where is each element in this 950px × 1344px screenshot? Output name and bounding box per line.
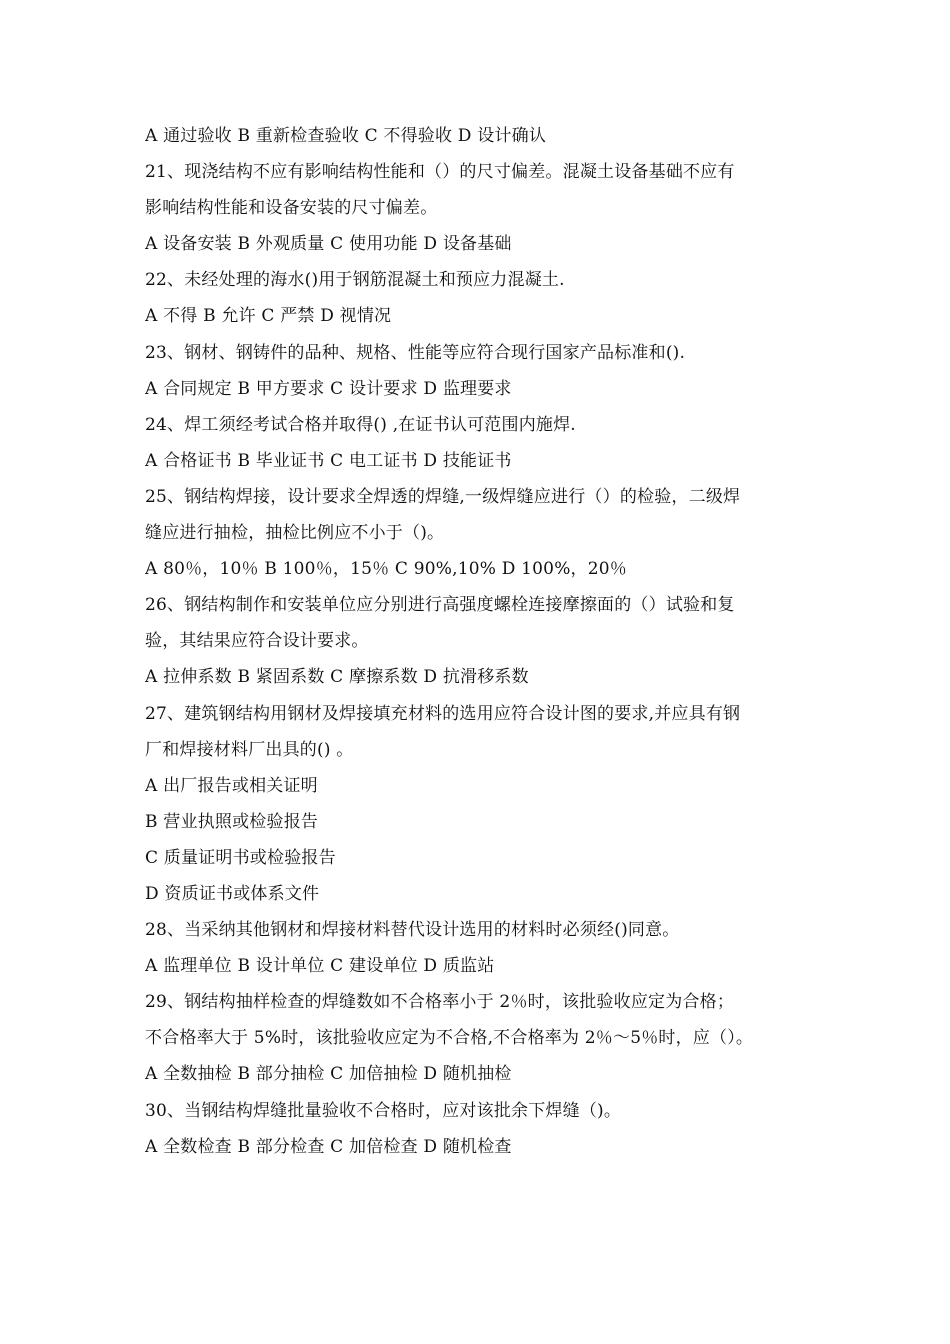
question-25-options: A 80％，10％ B 100％，15％ C 90%,10% D 100%，20％	[145, 559, 627, 580]
question-24-options: A 合格证书 B 毕业证书 C 电工证书 D 技能证书	[145, 450, 512, 471]
question-29-options: A 全数抽检 B 部分抽检 C 加倍抽检 D 随机抽检	[145, 1064, 512, 1085]
question-26-continued: 验，其结果应符合设计要求。	[145, 631, 369, 652]
question-23: 23、钢材、钢铸件的品种、规格、性能等应符合现行国家产品标准和().	[145, 342, 686, 363]
question-26: 26、钢结构制作和安装单位应分别进行高强度螺栓连接摩擦面的（）试验和复	[145, 595, 735, 616]
question-23-options: A 合同规定 B 甲方要求 C 设计要求 D 监理要求	[145, 378, 512, 399]
question-27-continued: 厂和焊接材料厂出具的() 。	[145, 739, 354, 760]
question-29-continued: 不合格率大于 5%时，该批验收应定为不合格,不合格率为 2％～5％时，应（）。	[145, 1028, 754, 1049]
question-27-option-c: C 质量证明书或检验报告	[145, 847, 336, 868]
question-30: 30、当钢结构焊缝批量验收不合格时，应对该批余下焊缝（)。	[145, 1100, 622, 1121]
question-27-option-b: B 营业执照或检验报告	[145, 811, 319, 832]
question-29: 29、钢结构抽样检查的焊缝数如不合格率小于 2％时，该批验收应定为合格；	[145, 992, 735, 1013]
question-25-continued: 缝应进行抽检，抽检比例应不小于（)。	[145, 523, 445, 544]
question-30-options: A 全数检查 B 部分检查 C 加倍检查 D 随机检查	[145, 1136, 512, 1157]
question-28: 28、当采纳其他钢材和焊接材料替代设计选用的材料时必须经()同意。	[145, 920, 680, 941]
question-26-options: A 拉伸系数 B 紧固系数 C 摩擦系数 D 抗滑移系数	[145, 667, 529, 688]
question-21-options: A 设备安装 B 外观质量 C 使用功能 D 设备基础	[145, 234, 512, 255]
question-27-option-d: D 资质证书或体系文件	[145, 883, 320, 904]
question-24: 24、焊工须经考试合格并取得() ,在证书认可范围内施焊.	[145, 414, 576, 435]
answer-options-line: A 通过验收 B 重新检查验收 C 不得验收 D 设计确认	[145, 126, 547, 146]
question-21: 21、现浇结构不应有影响结构性能和（）的尺寸偏差。混凝土设备基础不应有	[145, 162, 735, 183]
question-21-continued: 影响结构性能和设备安装的尺寸偏差。	[145, 198, 438, 219]
question-25: 25、钢结构焊接，设计要求全焊透的焊缝,一级焊缝应进行（）的检验，二级焊	[145, 486, 741, 507]
question-27-option-a: A 出厂报告或相关证明	[145, 775, 318, 796]
question-22-options: A 不得 B 允许 C 严禁 D 视情况	[145, 306, 392, 327]
question-28-options: A 监理单位 B 设计单位 C 建设单位 D 质监站	[145, 956, 495, 977]
question-22: 22、未经处理的海水()用于钢筋混凝土和预应力混凝土.	[145, 270, 565, 291]
question-27: 27、建筑钢结构用钢材及焊接填充材料的选用应符合设计图的要求,并应具有钢	[145, 703, 741, 724]
document-page	[145, 118, 815, 1165]
